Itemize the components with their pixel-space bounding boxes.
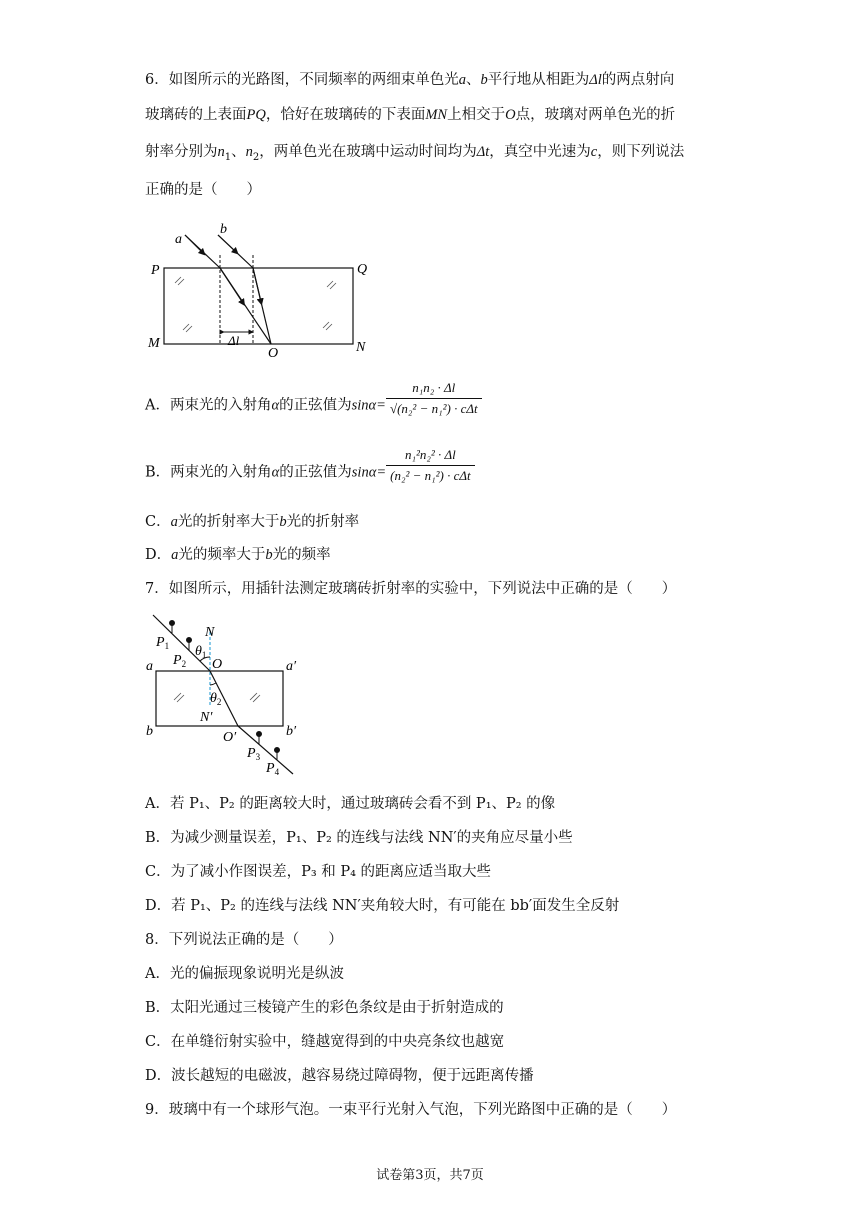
- q6-line-1: [145, 70, 674, 90]
- q6-line-4: [145, 180, 261, 200]
- q6-line-3: 射率分别为$n_1$、$n_2$，两单色光在玻璃中运动时间均为Δt，真空中光速为c，则下列说法: [145, 144, 685, 163]
- q8-option-b: B．太阳光通过三棱镜产生的彩色条纹是由于折射造成的: [145, 1000, 504, 1016]
- label-O: O: [212, 657, 223, 672]
- fraction-denominator: √(n₂² − n₁²) · cΔt: [389, 401, 478, 416]
- ray-a-arrow: [220, 268, 243, 303]
- q6-text: ，恰好在玻璃砖的下表面: [265, 107, 426, 123]
- option-text: 的正弦值为: [279, 397, 352, 414]
- label-theta2: $\theta_2$: [210, 691, 222, 707]
- formula-lhs: sinα=: [351, 464, 387, 481]
- label-P2: $P_2$: [173, 653, 187, 669]
- q6-figure: [145, 215, 385, 365]
- label-P1: $P_1$: [156, 635, 170, 651]
- q8-option-c: C．在单缝衍射实验中，缝越宽得到的中央亮条纹也越宽: [145, 1034, 505, 1050]
- option-text: A．两束光的入射角: [145, 397, 272, 414]
- symbol-delta-t: Δt: [476, 144, 490, 160]
- symbol-alpha: α: [271, 397, 280, 414]
- symbol-alpha: α: [271, 464, 280, 481]
- option-text: 光的折射率大于: [177, 514, 280, 530]
- q6-text: 射率分别为: [145, 144, 218, 160]
- ray-a-incident: [185, 235, 220, 268]
- q8-option-a: A．光的偏振现象说明光是纵波: [145, 966, 344, 982]
- symbol-b: b: [265, 547, 273, 563]
- q8-stem: 8．下列说法正确的是（ ）: [145, 932, 343, 948]
- symbol-MN: MN: [425, 107, 448, 123]
- q6-option-a: [145, 380, 482, 419]
- label-N-prime: N′: [200, 710, 213, 725]
- option-label: C．: [145, 514, 171, 530]
- label-a: a: [175, 232, 182, 247]
- q6-text: 正确的是（ ）: [145, 182, 261, 198]
- option-text: 的正弦值为: [279, 464, 352, 481]
- option-text: 光的折射率: [286, 514, 360, 530]
- separator: 、: [231, 144, 246, 160]
- symbol-b: b: [480, 72, 488, 88]
- symbol-b: b: [279, 514, 287, 530]
- formula-fraction: [386, 445, 475, 486]
- ray-b-arrow: [253, 268, 261, 302]
- label-Q: Q: [357, 262, 368, 277]
- ray-b-incident-arrow: [218, 235, 236, 252]
- q7-option-b: B．为减少测量误差，P₁、P₂ 的连线与法线 NN′的夹角应尽量小些: [145, 830, 573, 846]
- q6-option-d: [145, 545, 331, 565]
- label-O-prime: O′: [223, 730, 237, 745]
- q6-option-c: [145, 512, 359, 532]
- q7-stem: 7．如图所示，用插针法测定玻璃砖折射率的实验中，下列说法中正确的是（ ）: [145, 581, 677, 597]
- label-a-prime: a′: [286, 659, 297, 674]
- q6-text: 的两点射向: [601, 72, 675, 88]
- q6-text: ，两单色光在玻璃中运动时间均为: [259, 144, 477, 160]
- q7-figure: [143, 612, 313, 782]
- label-b-prime: b′: [286, 724, 297, 739]
- option-text: B．两束光的入射角: [145, 464, 272, 481]
- option-text: 光的频率大于: [178, 547, 266, 563]
- q6-text: 上相交于: [447, 107, 506, 123]
- symbol-a: a: [170, 514, 178, 530]
- symbol-c: c: [590, 144, 598, 160]
- label-delta-l: Δl: [228, 333, 240, 348]
- symbol-a: a: [171, 547, 179, 563]
- q8-option-d: D．波长越短的电磁波，越容易绕过障碍物，便于远距离传播: [145, 1068, 534, 1084]
- fraction-denominator: (n₂² − n₁²) · cΔt: [390, 468, 471, 483]
- label-N: N: [205, 625, 215, 640]
- q6-text: 、: [465, 72, 481, 88]
- symbol-n2: n: [245, 144, 253, 160]
- formula-fraction: [386, 378, 482, 419]
- label-P3: $P_3$: [247, 746, 261, 762]
- option-label: D．: [145, 547, 172, 563]
- label-b: b: [220, 222, 227, 237]
- q7-option-a: A．若 P₁、P₂ 的距离较大时，通过玻璃砖会看不到 P₁、P₂ 的像: [145, 796, 556, 812]
- q6-text: ，则下列说法: [597, 144, 685, 160]
- symbol-delta-l: Δl: [589, 72, 602, 88]
- q6-option-b: [145, 447, 475, 486]
- label-N: N: [356, 340, 366, 355]
- glass-brick: [164, 268, 353, 344]
- label-a: a: [146, 659, 153, 674]
- q6-text: 玻璃砖的上表面: [145, 107, 247, 123]
- label-M: M: [148, 336, 160, 351]
- fraction-numerator: n₁²n₂² · Δl: [386, 445, 475, 466]
- symbol-a: a: [458, 72, 466, 88]
- q9-stem: 9．玻璃中有一个球形气泡。一束平行光射入气泡，下列光路图中正确的是（ ）: [145, 1102, 677, 1118]
- q7-option-c: C．为了减小作图误差，P₃ 和 P₄ 的距离应适当取大些: [145, 864, 492, 880]
- option-text: 光的频率: [272, 547, 331, 563]
- symbol-n1: n: [217, 144, 225, 160]
- label-P: P: [151, 263, 160, 278]
- q6-text: 平行地从相距为: [487, 72, 590, 88]
- label-theta1: $\theta_1$: [195, 644, 207, 660]
- q6-text: ，真空中光速为: [489, 144, 591, 160]
- formula-lhs: sinα=: [351, 397, 386, 414]
- q6-text: 6．如图所示的光路图，不同频率的两细束单色光: [145, 72, 459, 88]
- symbol-PQ: PQ: [246, 107, 266, 123]
- page-footer: 试卷第3页，共7页: [376, 1168, 484, 1183]
- fraction-numerator: n₁n₂ · Δl: [386, 378, 482, 399]
- q7-option-d: D．若 P₁、P₂ 的连线与法线 NN′夹角较大时，有可能在 bb′面发生全反射: [145, 898, 620, 914]
- label-O: O: [268, 346, 279, 361]
- label-b: b: [146, 724, 153, 739]
- q6-line-2: [145, 105, 675, 125]
- q6-text: 点，玻璃对两单色光的折: [515, 107, 676, 123]
- symbol-O: O: [505, 107, 516, 123]
- label-P4: $P_4$: [266, 761, 280, 777]
- glass-hatch: [175, 277, 336, 332]
